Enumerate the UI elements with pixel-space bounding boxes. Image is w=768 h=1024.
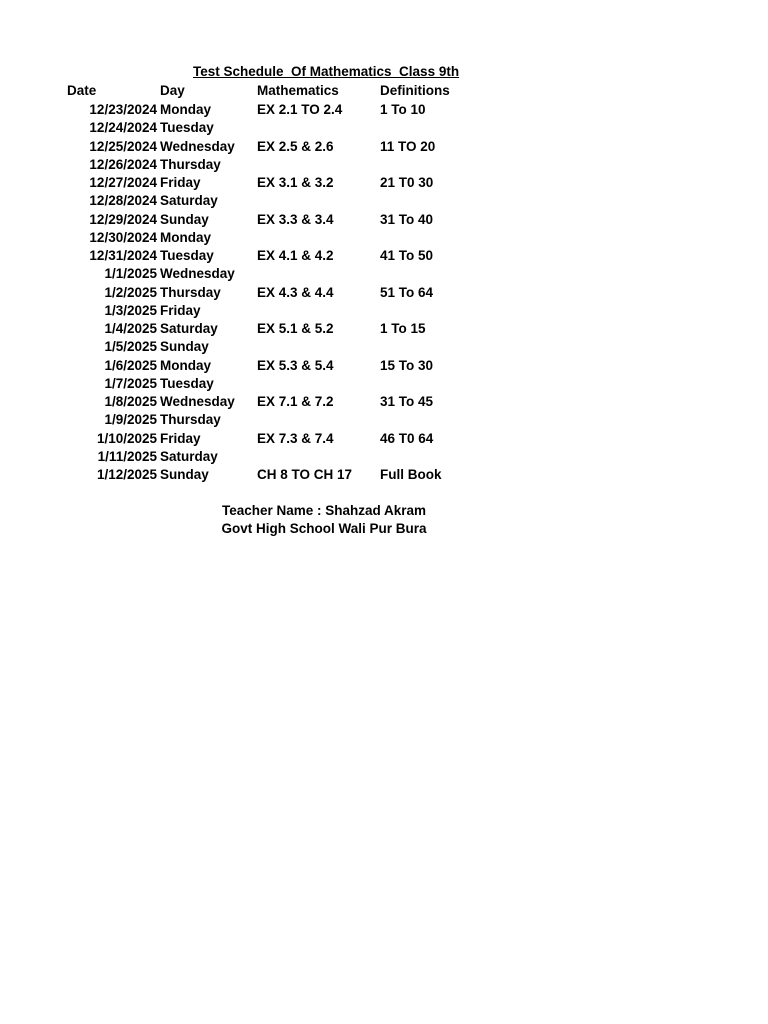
table-row — [0, 284, 768, 302]
row-day: Monday — [160, 357, 212, 373]
row-date: 12/30/2024 — [89, 229, 157, 245]
row-day: Wednesday — [160, 394, 235, 409]
row-mathematics: CH 8 TO CH 17 — [257, 467, 353, 482]
row-date: 1/2/2025 — [104, 284, 157, 300]
row-definitions: 41 To 50 — [380, 248, 434, 263]
table-row — [0, 338, 768, 356]
table-row — [0, 138, 768, 156]
row-mathematics: EX 7.1 & 7.2 — [257, 394, 334, 409]
table-row — [0, 320, 768, 338]
row-definitions: 11 TO 20 — [380, 138, 436, 154]
row-date: 1/1/2025 — [104, 266, 157, 282]
header-definitions: Definitions — [380, 83, 450, 98]
row-day: Tuesday — [160, 248, 214, 263]
table-row — [0, 393, 768, 411]
row-date: 1/6/2025 — [104, 357, 157, 373]
row-mathematics: EX 5.3 & 5.4 — [257, 357, 334, 373]
row-day: Thursday — [160, 284, 221, 300]
row-date: 12/27/2024 — [89, 175, 157, 190]
table-row — [0, 211, 768, 229]
row-definitions: Full Book — [380, 467, 442, 482]
row-day: Saturday — [160, 193, 218, 209]
row-mathematics: EX 3.1 & 3.2 — [257, 175, 334, 190]
school-name: Govt High School Wali Pur Bura — [221, 521, 427, 536]
row-date: 1/7/2025 — [104, 375, 157, 391]
row-mathematics: EX 7.3 & 7.4 — [257, 430, 334, 446]
table-row — [0, 430, 768, 448]
row-day: Wednesday — [160, 266, 235, 282]
row-date: 1/9/2025 — [104, 412, 157, 428]
table-row — [0, 375, 768, 393]
table-row — [0, 411, 768, 429]
row-day: Sunday — [160, 211, 209, 227]
table-row — [0, 466, 768, 484]
row-date: 1/3/2025 — [104, 302, 157, 318]
row-day: Monday — [160, 102, 212, 117]
row-mathematics: EX 4.3 & 4.4 — [257, 284, 334, 300]
table-row — [0, 192, 768, 210]
row-mathematics: EX 3.3 & 3.4 — [257, 211, 334, 227]
row-day: Tuesday — [160, 120, 214, 136]
row-date: 1/10/2025 — [96, 430, 157, 446]
row-date: 1/5/2025 — [104, 339, 157, 355]
row-date: 12/25/2024 — [89, 138, 157, 154]
row-date: 12/29/2024 — [89, 211, 157, 227]
row-definitions: 21 T0 30 — [380, 175, 434, 190]
row-day: Sunday — [160, 467, 209, 482]
row-date: 12/28/2024 — [89, 193, 157, 209]
row-date: 1/4/2025 — [104, 321, 157, 336]
row-definitions: 15 To 30 — [380, 357, 434, 373]
row-definitions: 1 To 10 — [380, 102, 426, 117]
row-day: Saturday — [160, 321, 218, 336]
row-date: 12/31/2024 — [89, 248, 157, 263]
row-day: Thursday — [160, 156, 221, 172]
row-day: Tuesday — [160, 375, 214, 391]
table-row — [0, 265, 768, 283]
header-date: Date — [67, 83, 97, 98]
row-date: 12/26/2024 — [89, 156, 157, 172]
header-mathematics: Mathematics — [257, 83, 339, 98]
teacher-name: Teacher Name : Shahzad Akram — [221, 503, 427, 518]
row-day: Friday — [160, 430, 201, 446]
row-mathematics: EX 4.1 & 4.2 — [257, 248, 334, 263]
table-row — [0, 101, 768, 119]
row-day: Thursday — [160, 412, 221, 428]
table-row — [0, 119, 768, 137]
row-date: 1/11/2025 — [97, 448, 157, 464]
row-day: Friday — [160, 302, 201, 318]
row-date: 12/24/2024 — [89, 120, 157, 136]
row-definitions: 51 To 64 — [380, 284, 434, 300]
row-definitions: 1 To 15 — [380, 321, 426, 336]
row-day: Friday — [160, 175, 201, 190]
row-day: Sunday — [160, 339, 209, 355]
table-row — [0, 229, 768, 247]
row-date: 1/12/2025 — [96, 467, 157, 482]
row-definitions: 31 To 40 — [380, 211, 434, 227]
table-row — [0, 247, 768, 265]
table-row — [0, 302, 768, 320]
row-day: Wednesday — [160, 138, 235, 154]
row-definitions: 31 To 45 — [380, 394, 434, 409]
row-date: 12/23/2024 — [89, 102, 157, 117]
table-row — [0, 156, 768, 174]
header-day: Day — [160, 83, 185, 98]
table-row — [0, 448, 768, 466]
row-mathematics: EX 2.5 & 2.6 — [257, 138, 334, 154]
row-day: Monday — [160, 229, 212, 245]
row-date: 1/8/2025 — [104, 394, 157, 409]
table-header-row — [0, 82, 768, 100]
schedule-title: Test Schedule Of Mathematics Class 9th — [193, 64, 460, 79]
table-row — [0, 357, 768, 375]
row-day: Saturday — [160, 448, 218, 464]
table-row — [0, 174, 768, 192]
row-definitions: 46 T0 64 — [380, 430, 434, 446]
row-mathematics: EX 2.1 TO 2.4 — [257, 102, 343, 117]
row-mathematics: EX 5.1 & 5.2 — [257, 321, 334, 336]
